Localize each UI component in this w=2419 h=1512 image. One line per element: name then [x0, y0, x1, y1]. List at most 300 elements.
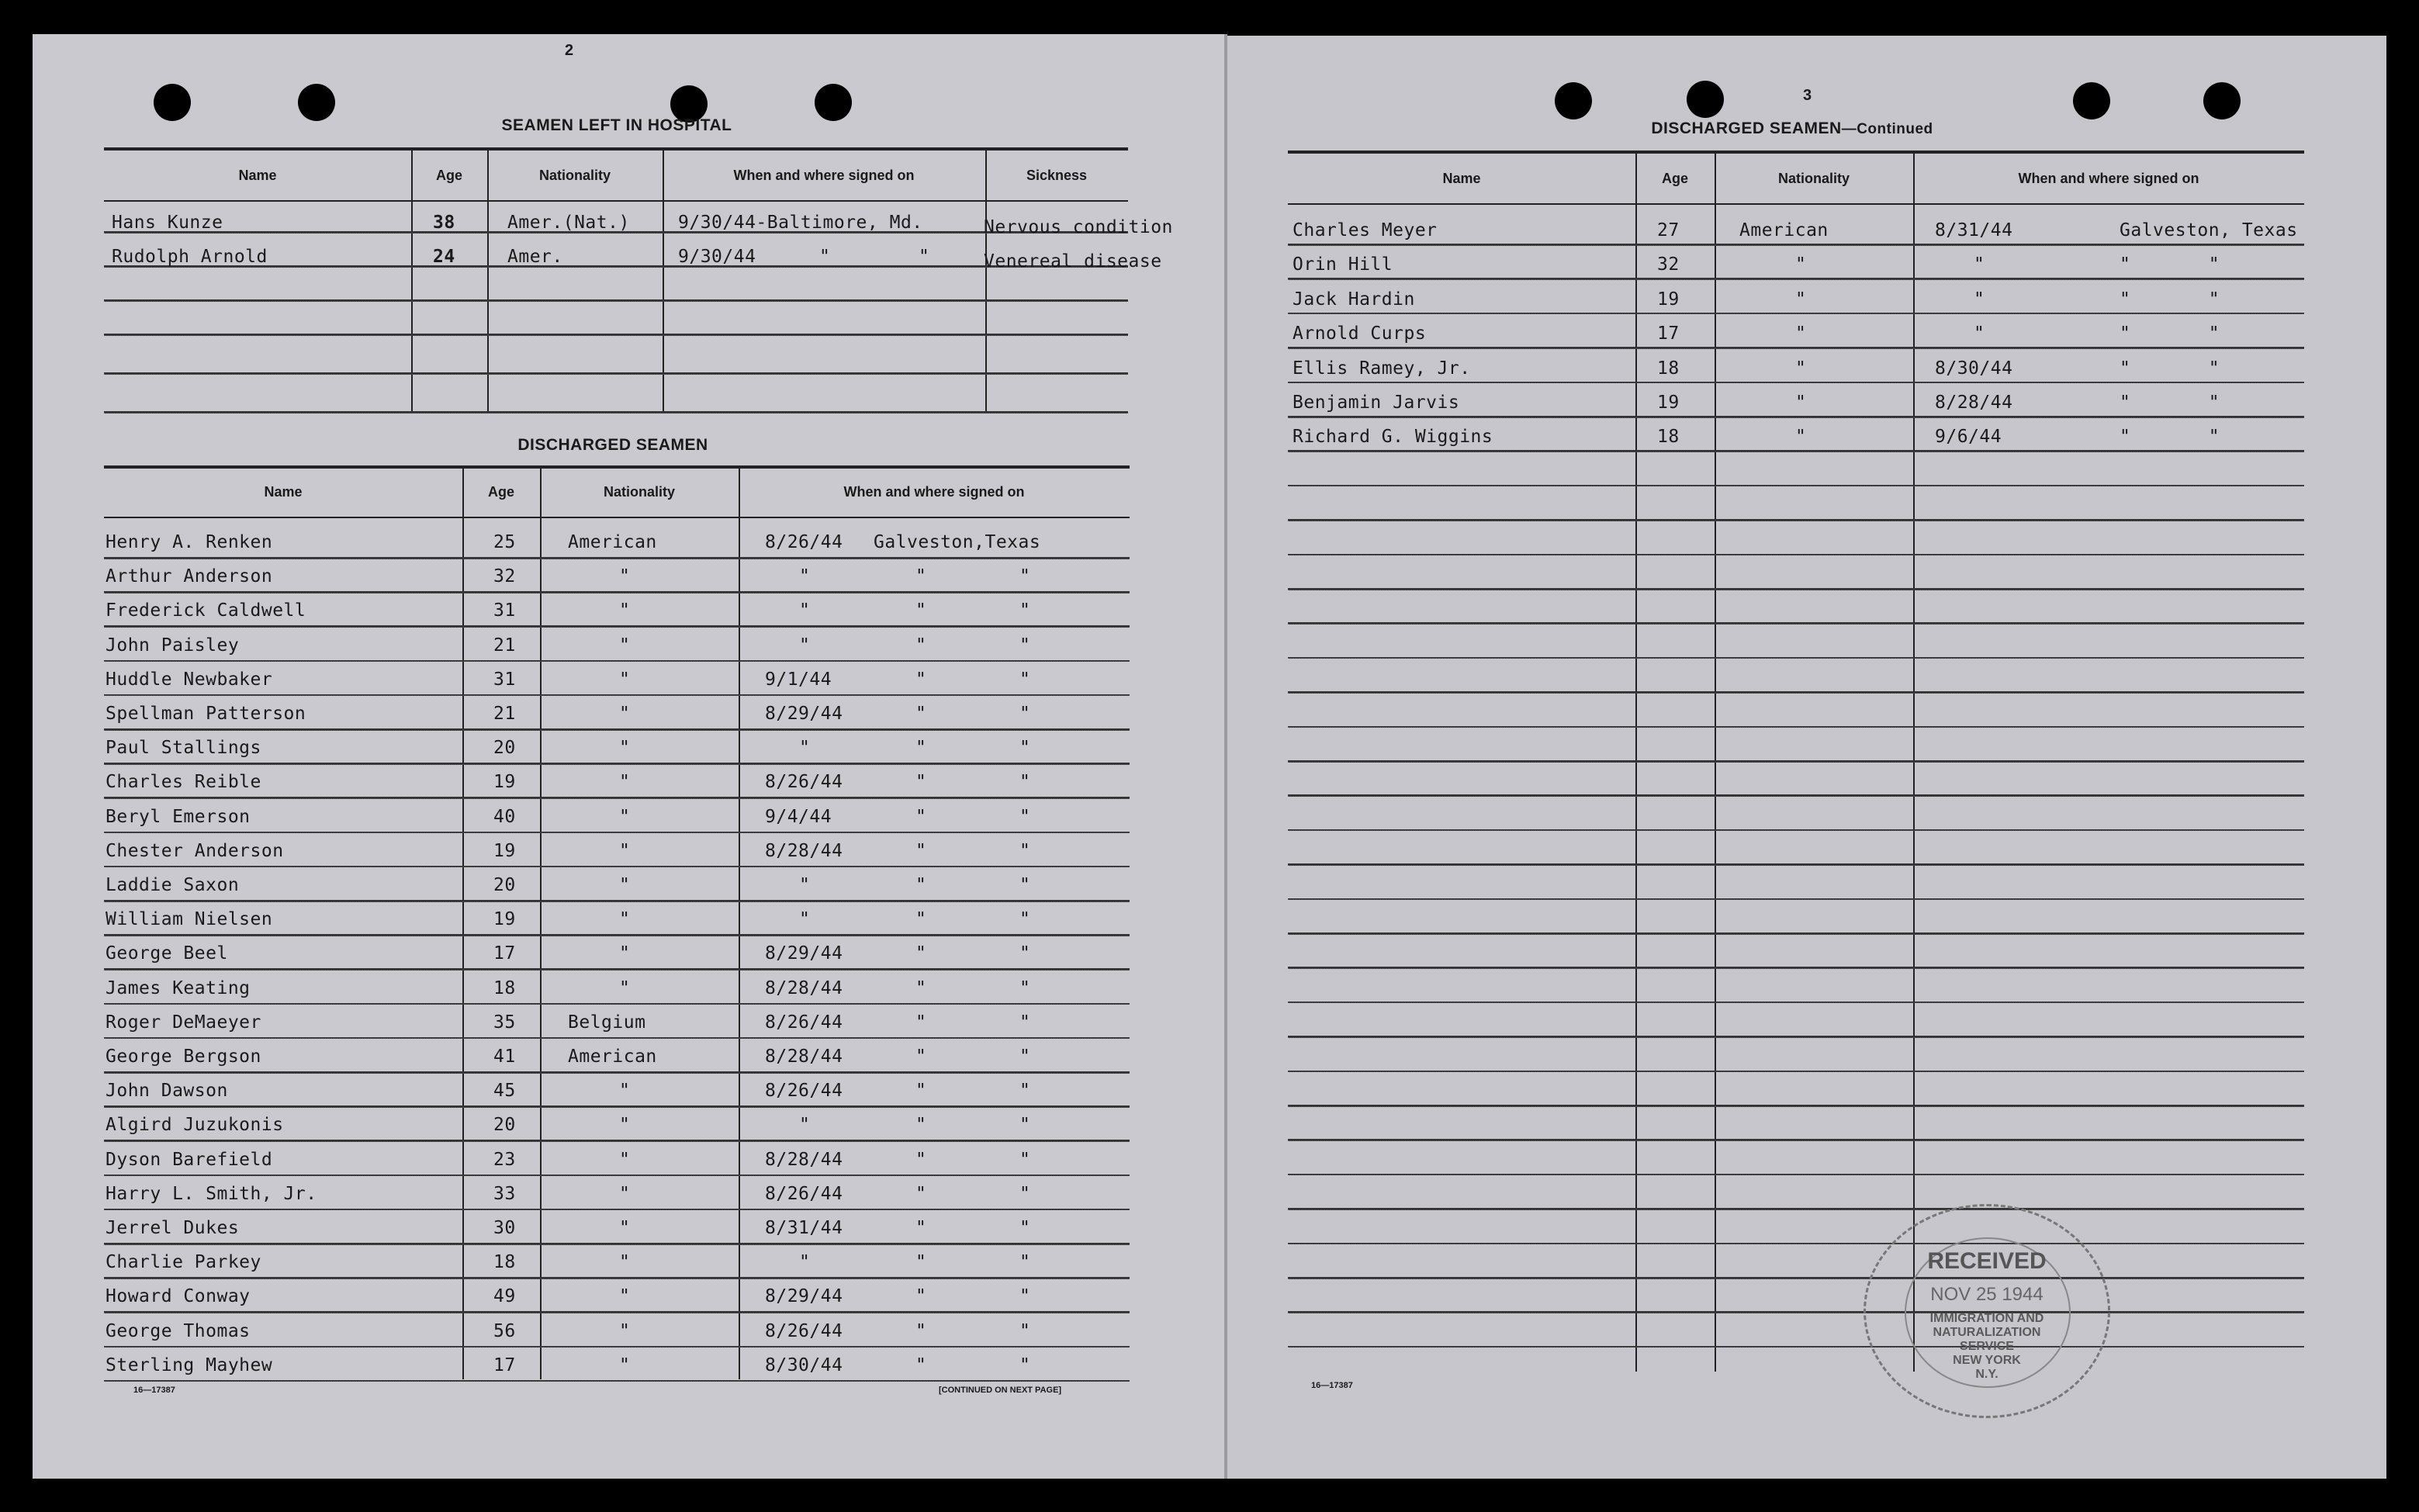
signed-on-place: "	[915, 772, 927, 793]
row-line	[104, 1243, 1130, 1245]
stamp-date: NOV 25 1944	[1930, 1284, 2044, 1305]
hospital-sickness: Venereal disease	[984, 251, 1162, 272]
signed-on-place: "	[915, 566, 927, 587]
row-line	[1288, 967, 2304, 969]
ditto-mark: "	[1019, 1355, 1031, 1375]
signed-on-date: 8/26/44	[765, 532, 843, 552]
seaman-age: 17	[1657, 324, 1680, 344]
seaman-nationality: "	[619, 1149, 631, 1170]
row-line	[1288, 1208, 2304, 1210]
ditto-mark: "	[1019, 704, 1031, 724]
signed-on-date: "	[799, 1115, 811, 1136]
signed-on-date: 8/30/44	[765, 1355, 843, 1375]
signed-on-place: "	[915, 1183, 927, 1204]
seaman-name: Ellis Ramey, Jr.	[1293, 358, 1471, 379]
signed-on-place: "	[915, 669, 927, 690]
signed-on-date: "	[799, 600, 811, 621]
row-line	[1288, 1071, 2304, 1073]
seaman-nationality: "	[619, 1081, 631, 1102]
row-line	[1288, 450, 2304, 452]
seaman-name: James Keating	[106, 977, 251, 998]
seaman-age: 17	[493, 943, 516, 964]
signed-on-date: "	[1974, 289, 1985, 310]
signed-on-date: 8/31/44	[765, 1218, 843, 1238]
ditto-mark: "	[1019, 1012, 1031, 1033]
seaman-age: 18	[1657, 427, 1680, 448]
row-line	[1288, 382, 2304, 384]
seaman-age: 35	[493, 1012, 516, 1033]
punch-hole	[1555, 82, 1592, 119]
signed-on-place: " "	[2120, 289, 2220, 310]
seaman-nationality: American	[568, 532, 657, 552]
header-nationality: Nationality	[603, 484, 675, 500]
signed-on-place: "	[915, 1320, 927, 1341]
signed-on-place: " "	[2120, 427, 2220, 448]
ditto-mark: "	[1019, 1286, 1031, 1307]
signed-on-date: 9/4/44	[765, 806, 832, 827]
seaman-nationality: "	[619, 704, 631, 724]
signed-on-date: 8/26/44	[765, 772, 843, 793]
row-line	[104, 1277, 1130, 1279]
seaman-age: 19	[1657, 393, 1680, 413]
row-line	[104, 1140, 1130, 1142]
seaman-age: 25	[493, 532, 516, 552]
row-line	[104, 1003, 1130, 1005]
row-line	[104, 591, 1130, 593]
signed-on-date: 8/26/44	[765, 1320, 843, 1341]
signed-on-date: "	[799, 1252, 811, 1273]
row-line	[104, 968, 1130, 971]
row-line	[1288, 1174, 2304, 1176]
seaman-name: Charles Reible	[106, 772, 261, 793]
seaman-age: 31	[493, 669, 516, 690]
signed-on-place: "	[915, 1047, 927, 1067]
signed-on-place: " "	[2120, 358, 2220, 379]
seaman-age: 17	[493, 1355, 516, 1375]
discharged-table	[104, 465, 1130, 1379]
table-top-rule	[1288, 151, 2304, 154]
row-line	[104, 1105, 1130, 1108]
seaman-name: Henry A. Renken	[106, 532, 273, 552]
seaman-name: George Bergson	[106, 1047, 261, 1067]
seaman-name: Howard Conway	[106, 1286, 251, 1307]
seaman-nationality: "	[619, 772, 631, 793]
hospital-sickness: Nervous condition	[984, 217, 1173, 237]
seaman-nationality: "	[619, 738, 631, 759]
row-line	[104, 763, 1130, 765]
seaman-nationality: "	[619, 1183, 631, 1204]
signed-on-date: "	[799, 738, 811, 759]
row-line	[1288, 485, 2304, 487]
seaman-age: 23	[493, 1149, 516, 1170]
ditto-mark: "	[1019, 566, 1031, 587]
seaman-name: Arnold Curps	[1293, 324, 1427, 344]
seaman-age: 45	[493, 1081, 516, 1102]
seaman-name: Beryl Emerson	[106, 806, 251, 827]
seaman-name: Benjamin Jarvis	[1293, 393, 1460, 413]
hospital-table	[104, 147, 1173, 414]
discharged-section-title: DISCHARGED SEAMEN	[517, 436, 708, 454]
signed-on-date: 8/28/44	[765, 1047, 843, 1067]
row-line	[104, 372, 1128, 375]
signed-on-place: "	[915, 806, 927, 827]
row-line	[1288, 416, 2304, 418]
seaman-name: Roger DeMaeyer	[106, 1012, 261, 1033]
seaman-age: 41	[493, 1047, 516, 1067]
seaman-age: 20	[493, 738, 516, 759]
ditto-mark: "	[1019, 1115, 1031, 1136]
seaman-name: Arthur Anderson	[106, 566, 273, 587]
stamp-line: NEW YORK	[1953, 1354, 2021, 1367]
punch-hole	[2073, 82, 2110, 119]
ditto-mark: "	[1019, 600, 1031, 621]
seaman-name: Laddie Saxon	[106, 875, 240, 895]
seaman-nationality: "	[619, 1286, 631, 1307]
seaman-nationality: "	[619, 1252, 631, 1273]
seaman-nationality: "	[619, 909, 631, 930]
row-line	[1288, 1105, 2304, 1107]
ditto-mark: "	[1019, 840, 1031, 861]
seaman-nationality: Belgium	[568, 1012, 646, 1033]
row-line	[104, 832, 1130, 834]
discharged-continued-table	[1288, 151, 2304, 1372]
page-fold	[1224, 34, 1227, 1479]
signed-on-place: "	[915, 1012, 927, 1033]
seaman-age: 33	[493, 1183, 516, 1204]
ditto-mark: "	[1019, 738, 1031, 759]
title-suffix: —Continued	[1841, 121, 1933, 137]
header-name: Name	[1442, 171, 1481, 186]
header-name: Name	[238, 168, 277, 183]
punch-hole	[298, 84, 335, 121]
ditto-mark: "	[919, 247, 930, 267]
row-line	[1288, 794, 2304, 797]
signed-on-date: 9/6/44	[1935, 427, 2002, 448]
seaman-age: 31	[493, 600, 516, 621]
signed-on-place: " "	[2120, 393, 2220, 413]
signed-on-place: "	[915, 840, 927, 861]
hospital-age: 24	[433, 247, 455, 267]
seaman-nationality: "	[1795, 254, 1807, 275]
punch-hole	[1687, 81, 1724, 118]
seaman-nationality: "	[619, 943, 631, 964]
signed-on-place: Galveston, Texas	[2120, 220, 2298, 240]
title-main: DISCHARGED SEAMEN	[1651, 119, 1842, 137]
signed-on-date: 8/26/44	[765, 1012, 843, 1033]
row-line	[104, 797, 1130, 799]
ditto-mark: "	[1019, 909, 1031, 930]
signed-on-place: "	[915, 1081, 927, 1102]
column-divider	[1913, 154, 1915, 1372]
stamp-line: SERVICE	[1960, 1340, 2014, 1353]
signed-on-place: "	[915, 1149, 927, 1170]
seaman-age: 27	[1657, 220, 1680, 240]
row-line	[104, 1380, 1130, 1382]
seaman-nationality: American	[568, 1047, 657, 1067]
seaman-age: 20	[493, 1115, 516, 1136]
seaman-name: Orin Hill	[1293, 254, 1393, 275]
seaman-age: 19	[493, 840, 516, 861]
seaman-name: Charlie Parkey	[106, 1252, 261, 1273]
signed-on-date: 8/29/44	[765, 704, 843, 724]
seaman-name: Dyson Barefield	[106, 1149, 273, 1170]
signed-on-place: Galveston,Texas	[874, 532, 1041, 552]
hospital-section-title: SEAMEN LEFT IN HOSPITAL	[501, 116, 732, 134]
seaman-nationality: "	[619, 1320, 631, 1341]
row-line	[104, 299, 1128, 302]
seaman-name: Paul Stallings	[106, 738, 261, 759]
row-line	[1288, 760, 2304, 763]
seaman-age: 18	[1657, 358, 1680, 379]
signed-on-date: "	[1974, 254, 1985, 275]
row-line	[1288, 244, 2304, 246]
signed-on-place: "	[915, 1252, 927, 1273]
seaman-name: Algird Juzukonis	[106, 1115, 284, 1136]
signed-on-date: "	[1974, 324, 1985, 344]
seaman-age: 20	[493, 875, 516, 895]
seaman-name: George Thomas	[106, 1320, 251, 1341]
stamp-line: N.Y.	[1975, 1368, 1999, 1381]
header-signed-on: When and where signed on	[843, 484, 1025, 500]
signed-on-date: "	[799, 875, 811, 895]
row-line	[104, 1209, 1130, 1211]
signed-on-date: "	[799, 566, 811, 587]
seaman-nationality: "	[619, 669, 631, 690]
header-age: Age	[435, 168, 462, 183]
row-line	[1288, 622, 2304, 625]
signed-on-place: " "	[2120, 324, 2220, 344]
ditto-mark: "	[1019, 1320, 1031, 1341]
row-line	[1288, 691, 2304, 694]
seaman-name: Frederick Caldwell	[106, 600, 306, 621]
signed-on-date: 8/28/44	[765, 977, 843, 998]
seaman-name: Richard G. Wiggins	[1293, 427, 1493, 448]
signed-on-date: 8/30/44	[1935, 358, 2013, 379]
row-line	[104, 866, 1130, 868]
row-line	[1288, 588, 2304, 590]
signed-on-place: "	[915, 1355, 927, 1375]
ditto-mark: "	[1019, 635, 1031, 656]
signed-on-date: 8/29/44	[765, 943, 843, 964]
seaman-age: 32	[1657, 254, 1680, 275]
signed-on-date: 8/26/44	[765, 1183, 843, 1204]
received-stamp	[1864, 1204, 2110, 1418]
row-line	[104, 934, 1130, 936]
page-number: 2	[565, 42, 574, 59]
seaman-nationality: "	[1795, 289, 1807, 310]
seaman-nationality: "	[619, 806, 631, 827]
signed-on-place: " "	[2120, 254, 2220, 275]
seaman-nationality: "	[1795, 427, 1807, 448]
signed-on-place: "	[915, 600, 927, 621]
signed-on-place: "	[915, 704, 927, 724]
row-line	[1288, 1311, 2304, 1313]
table-top-rule	[104, 147, 1128, 151]
ditto-mark: "	[1019, 1252, 1031, 1273]
seaman-nationality: "	[619, 1115, 631, 1136]
seaman-age: 30	[493, 1218, 516, 1238]
signed-on-place: "	[915, 875, 927, 895]
seaman-name: John Dawson	[106, 1081, 228, 1102]
signed-on-place: "	[915, 635, 927, 656]
signed-on-place: "	[915, 943, 927, 964]
seaman-age: 19	[1657, 289, 1680, 310]
row-line	[104, 1037, 1130, 1040]
signed-on-place: "	[915, 738, 927, 759]
seaman-name: Sterling Mayhew	[106, 1355, 273, 1375]
row-line	[104, 1346, 1130, 1348]
seaman-nationality: "	[1795, 358, 1807, 379]
row-line	[1288, 278, 2304, 280]
row-line	[104, 694, 1130, 697]
punch-hole	[815, 84, 852, 121]
row-line	[104, 411, 1128, 413]
seaman-age: 21	[493, 704, 516, 724]
ditto-mark: "	[1019, 806, 1031, 827]
row-line	[1288, 313, 2304, 315]
seaman-name: Huddle Newbaker	[106, 669, 273, 690]
ditto-mark: "	[1019, 1218, 1031, 1238]
hospital-name: Rudolph Arnold	[112, 247, 268, 267]
ditto-mark: "	[1019, 977, 1031, 998]
signed-on-date: 8/26/44	[765, 1081, 843, 1102]
signed-on-place: "	[915, 909, 927, 930]
row-line	[1288, 519, 2304, 521]
row-line	[1288, 1346, 2304, 1348]
seaman-nationality: "	[619, 566, 631, 587]
seaman-nationality: "	[619, 1218, 631, 1238]
signed-on-date: 8/28/44	[765, 840, 843, 861]
row-line	[1288, 554, 2304, 556]
row-line	[104, 728, 1130, 731]
seaman-age: 18	[493, 977, 516, 998]
ditto-mark: "	[1019, 1081, 1031, 1102]
row-line	[1288, 829, 2304, 832]
seaman-nationality: "	[619, 840, 631, 861]
stamp-line: IMMIGRATION AND	[1929, 1312, 2044, 1325]
signed-on-date: "	[799, 909, 811, 930]
seaman-nationality: "	[619, 977, 631, 998]
seaman-name: Harry L. Smith, Jr.	[106, 1183, 317, 1204]
seaman-name: John Paisley	[106, 635, 240, 656]
seaman-age: 19	[493, 909, 516, 930]
ditto-mark: "	[1019, 875, 1031, 895]
row-line	[1288, 1243, 2304, 1245]
row-line	[1288, 1036, 2304, 1038]
stamp-line: NATURALIZATION	[1933, 1326, 2041, 1339]
seaman-age: 18	[493, 1252, 516, 1273]
continued-note: [CONTINUED ON NEXT PAGE]	[939, 1386, 1062, 1395]
hospital-age: 38	[433, 213, 455, 233]
header-nationality: Nationality	[1777, 171, 1850, 186]
row-line	[104, 660, 1130, 663]
row-line	[1288, 1002, 2304, 1004]
seaman-name: George Beel	[106, 943, 228, 964]
header-sickness: Sickness	[1026, 168, 1088, 183]
header-signed-on: When and where signed on	[733, 168, 915, 183]
discharged-continued-title	[1629, 119, 1955, 138]
ditto-mark: "	[1019, 1047, 1031, 1067]
page-number-right: 3	[1803, 87, 1812, 104]
row-line	[104, 1175, 1130, 1177]
row-line	[1288, 1139, 2304, 1141]
seaman-name: Jack Hardin	[1293, 289, 1415, 310]
form-number-right: 16—17387	[1311, 1381, 1353, 1390]
row-line	[104, 1311, 1130, 1313]
seaman-name: William Nielsen	[106, 909, 273, 930]
signed-on-date: "	[799, 635, 811, 656]
ditto-mark: "	[1019, 772, 1031, 793]
seaman-age: 19	[493, 772, 516, 793]
punch-hole	[2203, 82, 2241, 119]
ditto-mark: "	[1019, 943, 1031, 964]
header-signed-on: When and where signed on	[2018, 171, 2199, 186]
header-nationality: Nationality	[538, 168, 611, 183]
signed-on-date: 8/28/44	[765, 1149, 843, 1170]
ditto-mark: "	[1019, 1149, 1031, 1170]
column-divider	[1635, 154, 1637, 1372]
row-line	[1288, 347, 2304, 349]
signed-on-place: "	[915, 1115, 927, 1136]
header-age: Age	[1661, 171, 1688, 186]
header-name: Name	[264, 484, 303, 500]
stamp-title: RECEIVED	[1927, 1248, 2047, 1274]
header-rule	[1288, 203, 2304, 205]
signed-on-date: 8/28/44	[1935, 393, 2013, 413]
seaman-age: 21	[493, 635, 516, 656]
row-line	[1288, 1277, 2304, 1279]
seaman-name: Jerrel Dukes	[106, 1218, 240, 1238]
row-line	[104, 625, 1130, 628]
row-line	[1288, 726, 2304, 728]
row-line	[104, 900, 1130, 902]
ditto-mark: "	[819, 247, 831, 267]
row-line	[1288, 932, 2304, 935]
seaman-nationality: "	[619, 1355, 631, 1375]
row-line	[1288, 657, 2304, 659]
table-top-rule	[104, 465, 1130, 469]
header-rule	[104, 517, 1130, 518]
seaman-name: Charles Meyer	[1293, 220, 1438, 240]
signed-on-place: "	[915, 1286, 927, 1307]
seaman-name: Chester Anderson	[106, 840, 284, 861]
hospital-nationality: Amer.	[507, 247, 563, 267]
seaman-nationality: "	[619, 600, 631, 621]
hospital-signed-date: 9/30/44	[678, 247, 756, 267]
hospital-name: Hans Kunze	[112, 213, 223, 233]
punch-hole	[154, 84, 191, 121]
seaman-nationality: "	[1795, 393, 1807, 413]
signed-on-place: "	[915, 1218, 927, 1238]
seaman-age: 49	[493, 1286, 516, 1307]
signed-on-date: 8/29/44	[765, 1286, 843, 1307]
seaman-age: 56	[493, 1320, 516, 1341]
ditto-mark: "	[1019, 1183, 1031, 1204]
hospital-nationality: Amer.(Nat.)	[507, 213, 630, 233]
seaman-nationality: "	[619, 875, 631, 895]
row-line	[1288, 898, 2304, 901]
header-age: Age	[487, 484, 514, 500]
row-line	[1288, 863, 2304, 866]
form-number: 16—17387	[133, 1386, 175, 1395]
seaman-age: 40	[493, 806, 516, 827]
seaman-nationality: "	[619, 635, 631, 656]
signed-on-place: "	[915, 977, 927, 998]
hospital-signed-date: 9/30/44-Baltimore, Md.	[678, 213, 923, 233]
seaman-nationality: "	[1795, 324, 1807, 344]
signed-on-date: 9/1/44	[765, 669, 832, 690]
seaman-age: 32	[493, 566, 516, 587]
